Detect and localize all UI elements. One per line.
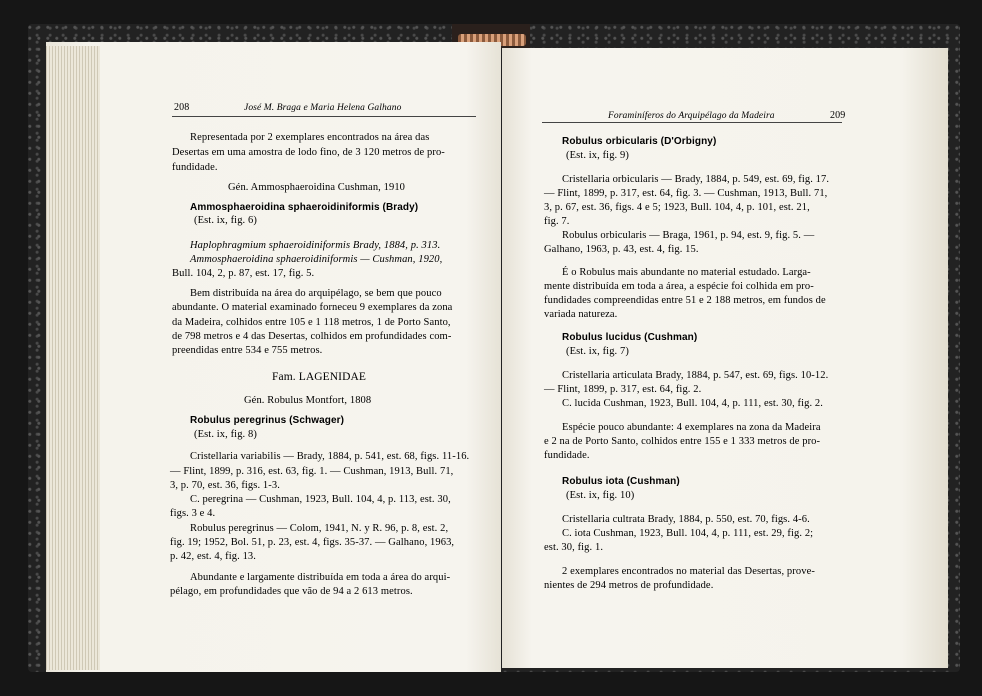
right-running-head: Foraminíferos do Arquipélago da Madeira — [608, 111, 775, 121]
left-running-head: José M. Braga e Maria Helena Galhano — [244, 103, 402, 113]
left-page-number: 208 — [174, 102, 190, 113]
paragraph-line: É o Robulus mais abundante no material estudado. Larga- — [562, 267, 811, 278]
synonymy-line: C. lucida Cushman, 1923, Bull. 104, 4, p. 111, est. 30, fig. 2. — [562, 398, 824, 409]
synonymy-line: — Flint, 1899, p. 317, est. 64, fig. 3. — Cushman, 1913, Bull. 71, — [544, 188, 828, 199]
synonymy-line: Galhano, 1963, p. 43, est. 4, fig. 15. — [544, 244, 699, 255]
paragraph-line: da Madeira, colhidos entre 105 e 1 118 metros, 1 de Porto Santo, — [172, 317, 451, 328]
paragraph-line: e 2 na de Porto Santo, colhidos entre 155 e 1 333 metros de pro- — [544, 436, 821, 447]
plate-reference: (Est. ix, fig. 9) — [566, 150, 629, 161]
left-page-edges — [46, 46, 100, 670]
synonymy-line: C. peregrina — Cushman, 1923, Bull. 104, 4, p. 113, est. 30, — [190, 494, 451, 505]
paragraph-line: pélago, em profundidades que vão de 94 a 2 613 metros. — [170, 586, 413, 597]
species-heading: Ammosphaeroidina sphaeroidiniformis (Brady) — [190, 202, 419, 213]
plate-reference: (Est. ix, fig. 6) — [194, 215, 257, 226]
genus-heading: Gén. Robulus Montfort, 1808 — [244, 395, 372, 406]
paragraph-line: de 798 metros e 4 das Desertas, colhidos em profundidades com- — [172, 331, 452, 342]
synonymy-line: Bull. 104, 2, p. 87, est. 17, fig. 5. — [172, 268, 315, 279]
genus-heading: Gén. Ammosphaeroidina Cushman, 1910 — [228, 182, 406, 193]
paragraph-line: Representada por 2 exemplares encontrados na área das — [190, 132, 430, 143]
plate-reference: (Est. ix, fig. 8) — [194, 429, 257, 440]
paragraph-line: Desertas em uma amostra de lodo fino, de 3 120 metros de pro- — [172, 147, 445, 158]
synonymy-line: Cristellaria variabilis — Brady, 1884, p. 541, est. 68, figs. 11-16. — [190, 451, 470, 462]
paragraph-line: Abundante e largamente distribuída em toda a área do arqui- — [190, 572, 451, 583]
synonymy-line: Cristellaria cultrata Brady, 1884, p. 550, est. 70, figs. 4-6. — [562, 514, 810, 525]
synonymy-line: figs. 3 e 4. — [170, 508, 216, 519]
paragraph-line: nientes de 294 metros de profundidade. — [544, 580, 714, 591]
paragraph-line: variada natureza. — [544, 309, 618, 320]
right-header-rule — [542, 122, 842, 123]
synonymy-line: Robulus peregrinus — Colom, 1941, N. y R. 96, p. 8, est. 2, — [190, 523, 449, 534]
synonymy-line: Ammosphaeroidina sphaeroidiniformis — Cushman, 1920, — [190, 254, 443, 265]
paragraph-line: 2 exemplares encontrados no material das Desertas, prove- — [562, 566, 815, 577]
synonymy-line: 3, p. 67, est. 36, figs. 4 e 5; 1923, Bull. 104, 4, p. 101, est. 21, — [544, 202, 810, 213]
synonymy-line: C. iota Cushman, 1923, Bull. 104, 4, p. 111, est. 29, fig. 2; — [562, 528, 814, 539]
synonymy-line: — Flint, 1899, p. 316, est. 63, fig. 1. — Cushman, 1913, Bull. 71, — [170, 466, 454, 477]
synonymy-line: fig. 19; 1952, Bol. 51, p. 23, est. 4, figs. 35-37. — Galhano, 1963, — [170, 537, 455, 548]
paragraph-line: Bem distribuída na área do arquipélago, se bem que pouco — [190, 288, 442, 299]
right-page-number: 209 — [830, 110, 846, 121]
synonymy-line: Cristellaria orbicularis — Brady, 1884, p. 549, est. 69, fig. 17. — [562, 174, 830, 185]
paragraph-line: fundidade. — [172, 162, 218, 173]
paragraph-line: fundidades compreendidas entre 51 e 2 188 metros, em fundos de — [544, 295, 826, 306]
synonymy-line: Cristellaria articulata Brady, 1884, p. 547, est. 69, figs. 10-12. — [562, 370, 829, 381]
synonymy-line: est. 30, fig. 1. — [544, 542, 604, 553]
synonymy-line: p. 42, est. 4, fig. 13. — [170, 551, 257, 562]
paragraph-line: Espécie pouco abundante: 4 exemplares na zona da Madeira — [562, 422, 821, 433]
synonymy-line: Robulus orbicularis — Braga, 1961, p. 94, est. 9, fig. 5. — — [562, 230, 815, 241]
species-heading: Robulus orbicularis (D'Orbigny) — [562, 136, 717, 147]
synonymy-line: Haplophragmium sphaeroidiniformis Brady, 1884, p. 313. — [190, 240, 441, 251]
plate-reference: (Est. ix, fig. 7) — [566, 346, 629, 357]
paragraph-line: fundidade. — [544, 450, 590, 461]
species-heading: Robulus iota (Cushman) — [562, 476, 680, 487]
species-heading: Robulus peregrinus (Schwager) — [190, 415, 345, 426]
family-heading: Fam. LAGENIDAE — [272, 371, 367, 383]
synonymy-line: — Flint, 1899, p. 317, est. 64, fig. 2. — [544, 384, 702, 395]
left-header-rule — [172, 116, 476, 117]
synonymy-line: fig. 7. — [544, 216, 570, 227]
paragraph-line: preendidas entre 534 e 755 metros. — [172, 345, 323, 356]
species-heading: Robulus lucidus (Cushman) — [562, 332, 698, 343]
plate-reference: (Est. ix, fig. 10) — [566, 490, 635, 501]
synonymy-line: 3, p. 70, est. 36, figs. 1-3. — [170, 480, 280, 491]
paragraph-line: abundante. O material examinado forneceu 9 exemplares da zona — [172, 302, 453, 313]
paragraph-line: mente distribuída em toda a área, a espécie foi colhida em pro- — [544, 281, 814, 292]
